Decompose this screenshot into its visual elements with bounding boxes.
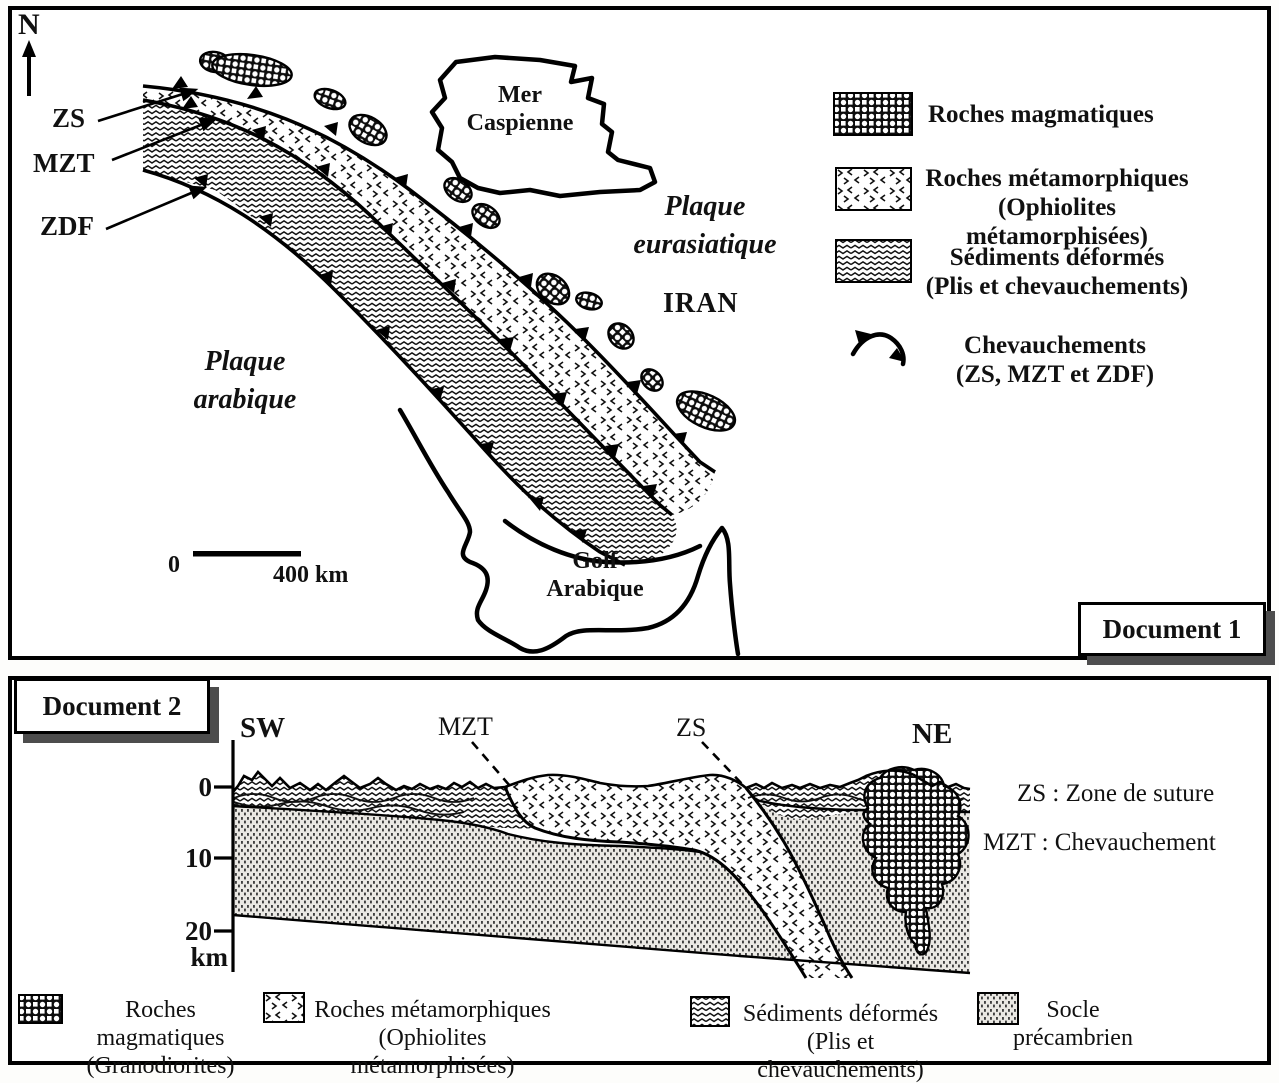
sw-direction-label: SW bbox=[240, 712, 286, 744]
mzt-fault-label: MZT bbox=[33, 148, 95, 178]
mzt-annotation: MZT : Chevauchement bbox=[983, 829, 1216, 856]
scale-end-label: 400 km bbox=[273, 562, 349, 588]
document1-title-box bbox=[1078, 602, 1266, 656]
depth-tick-0: 0 bbox=[198, 772, 212, 802]
sediments-pattern-swatch-2 bbox=[690, 996, 730, 1027]
arabian-plate-label: Plaque arabique bbox=[193, 346, 297, 415]
legend1-item-sediments: Sédiments déformés (Plis et chevauchements) bbox=[925, 244, 1189, 300]
zdf-fault-label: ZDF bbox=[40, 211, 94, 241]
metamorphic-pattern-swatch-2 bbox=[263, 992, 305, 1023]
magmatic-pattern-swatch-2 bbox=[18, 994, 63, 1024]
iran-label: IRAN bbox=[663, 288, 739, 319]
legend1-item-thrusts: Chevauchements (ZS, MZT et ZDF) bbox=[955, 332, 1155, 388]
scale-bar bbox=[193, 551, 301, 557]
document1-title: Document 1 bbox=[1102, 613, 1242, 644]
legend2-item-magmatic: Roches magmatiques (Granodiorites) bbox=[86, 997, 235, 1079]
zs-annotation: ZS : Zone de suture bbox=[1017, 780, 1215, 807]
legend1-item-magmatic: Roches magmatiques bbox=[928, 101, 1154, 128]
section-zs-label: ZS bbox=[676, 713, 707, 742]
section-mzt-label: MZT bbox=[438, 712, 493, 741]
zs-fault-label: ZS bbox=[52, 103, 86, 133]
legend1-item-metamorphic: Roches métamorphiques (Ophiolites métamorphisées) bbox=[925, 165, 1189, 250]
scale-start-label: 0 bbox=[168, 552, 180, 578]
legend2-item-sediments: Sédiments déformés (Plis et chevauchements) bbox=[742, 1001, 939, 1083]
legend2-item-socle: Socle précambrien bbox=[1013, 997, 1133, 1051]
depth-tick-20: 20 bbox=[185, 916, 212, 946]
magmatic-pattern-swatch bbox=[833, 92, 913, 136]
legend2-item-metamorphic: Roches métamorphiques (Ophiolites métamorphisées) bbox=[314, 997, 551, 1079]
ne-direction-label: NE bbox=[912, 718, 953, 750]
eurasian-plate-label: Plaque eurasiatique bbox=[633, 191, 777, 260]
metamorphic-pattern-swatch bbox=[835, 167, 912, 211]
sediments-pattern-swatch bbox=[835, 239, 912, 283]
thrust-symbol-icon bbox=[845, 318, 915, 370]
north-label: N bbox=[18, 8, 40, 41]
depth-axis bbox=[214, 740, 233, 972]
gulf-label: Golf Arabique bbox=[546, 548, 644, 602]
document2-title: Document 2 bbox=[42, 690, 182, 721]
north-arrow-icon bbox=[22, 40, 36, 96]
caspian-sea-label: Mer Caspienne bbox=[466, 82, 574, 136]
document2-title-box bbox=[14, 678, 210, 734]
depth-unit-label: km bbox=[190, 942, 228, 972]
depth-tick-10: 10 bbox=[185, 843, 212, 873]
